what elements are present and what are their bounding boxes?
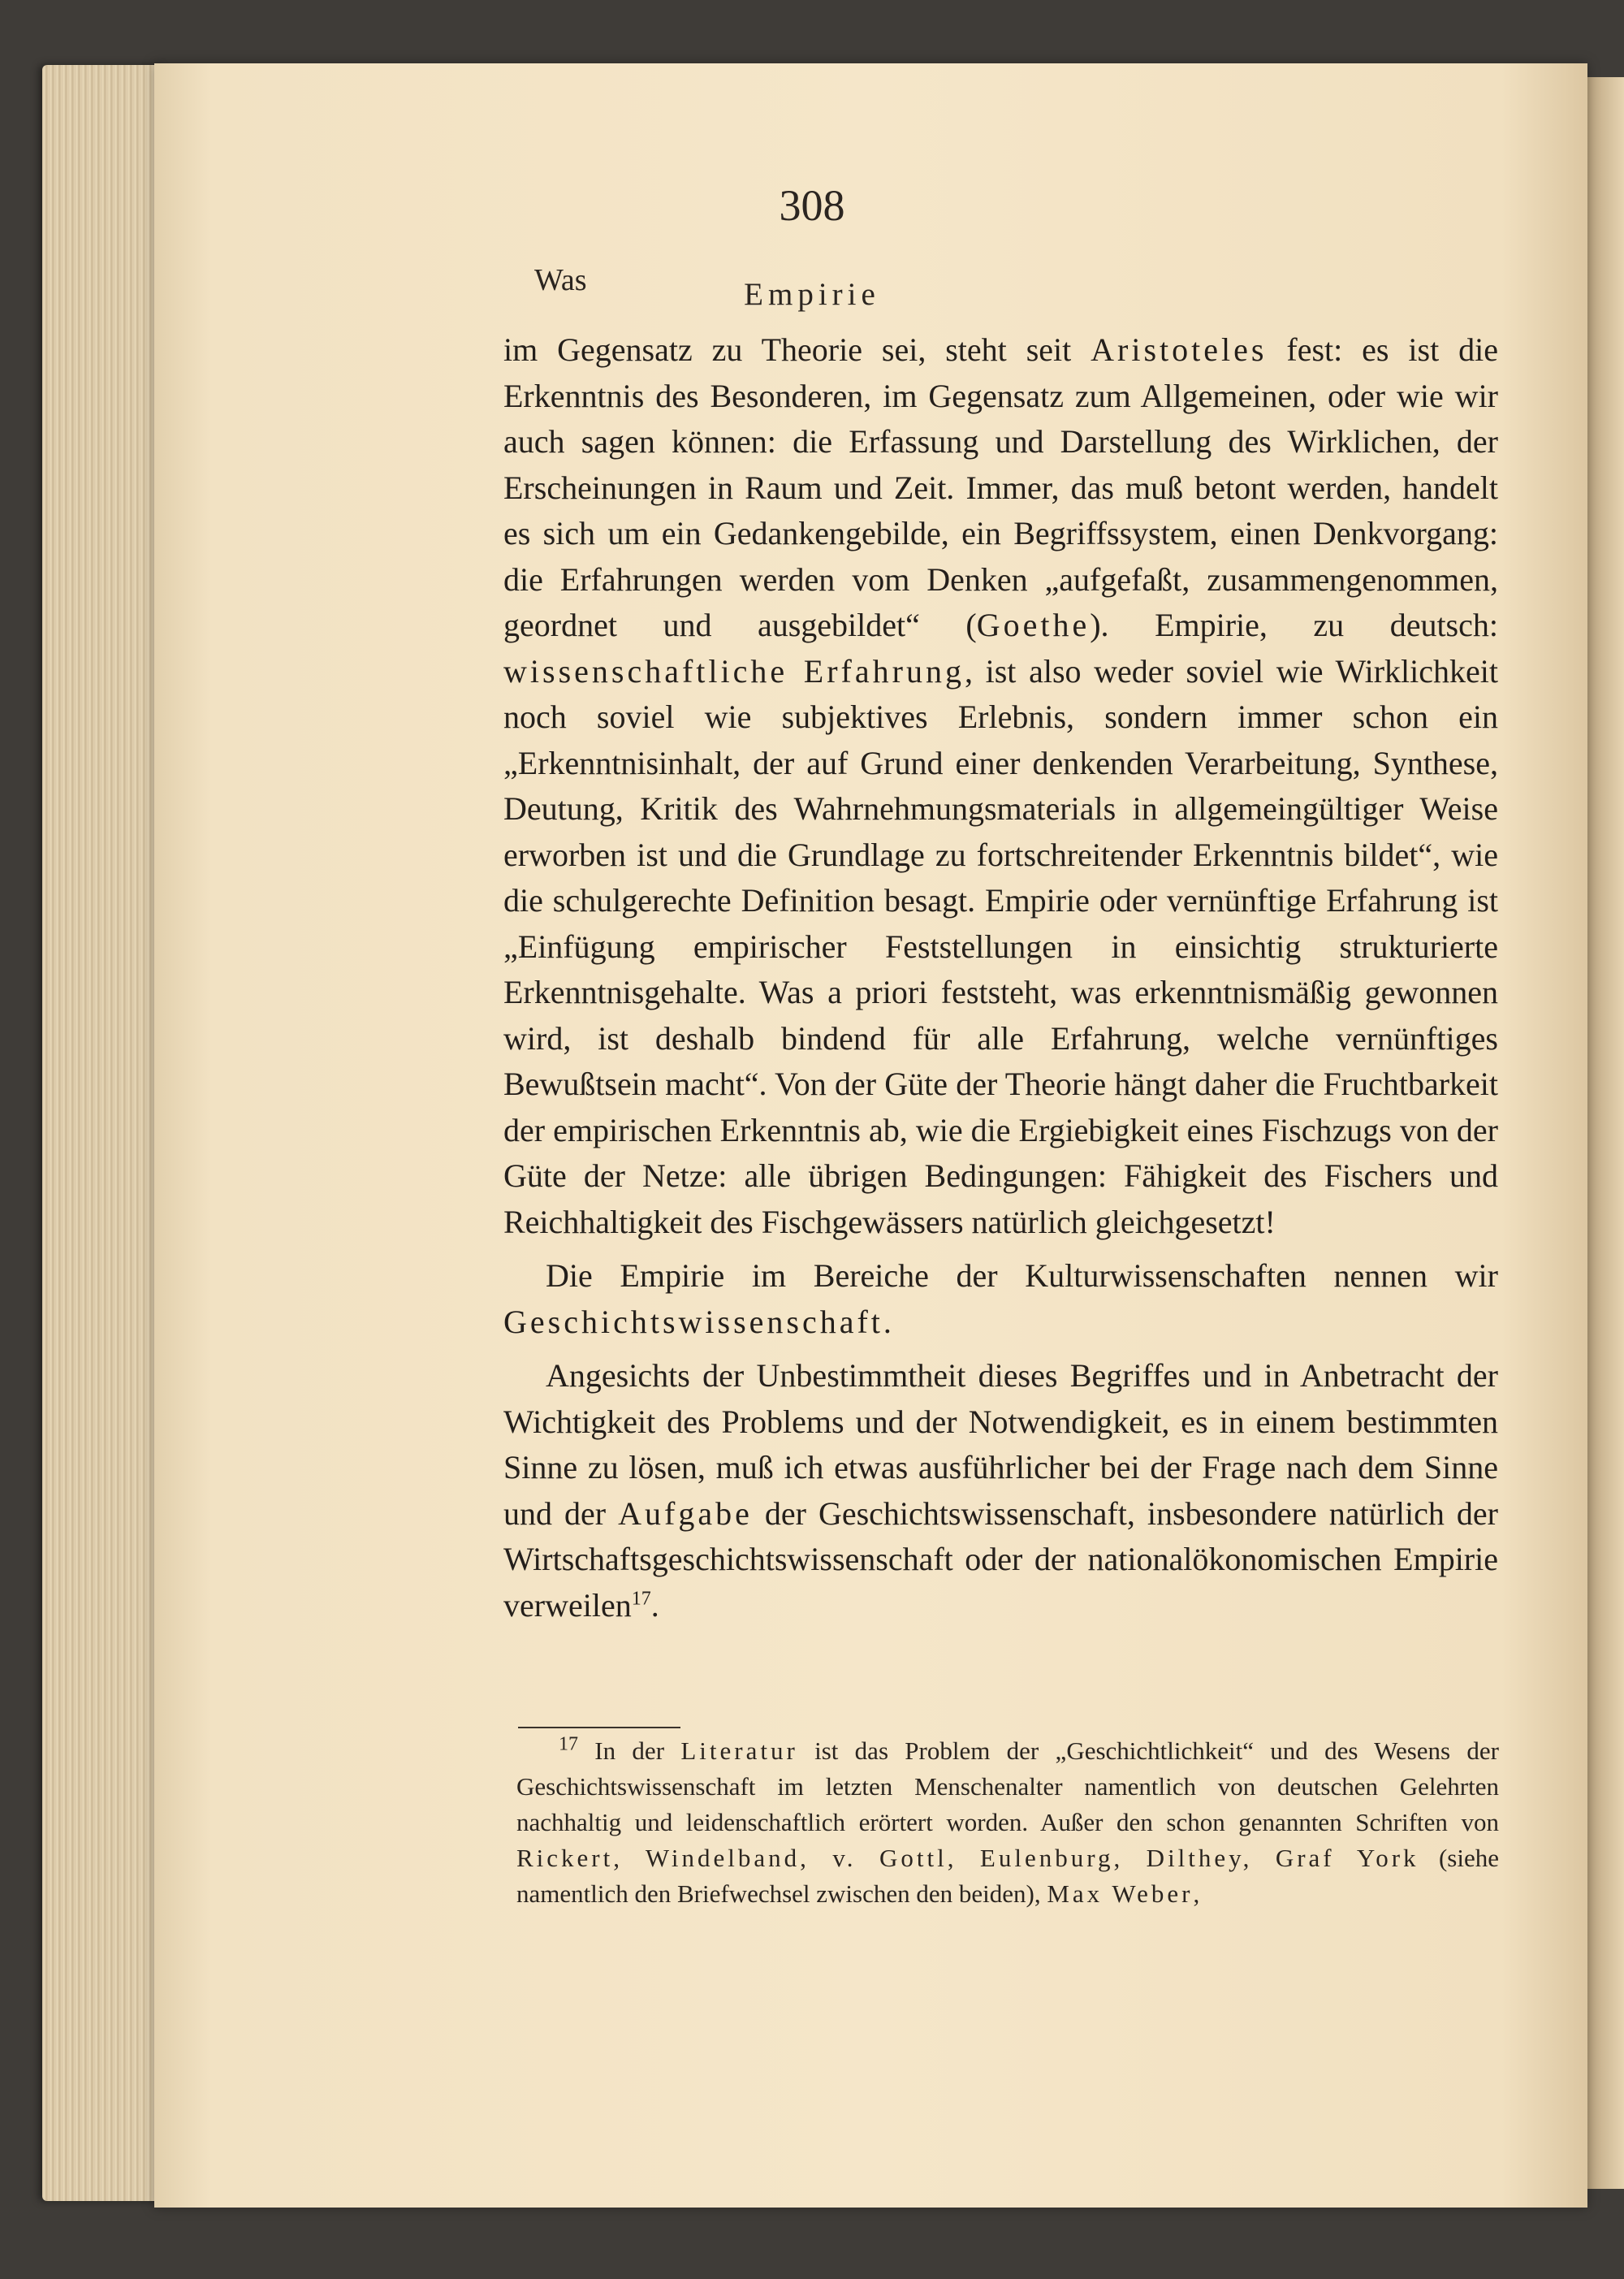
spaced-name-aristoteles: Aristoteles xyxy=(1091,331,1268,368)
text-segment: ). Empirie, zu deutsch: xyxy=(1090,607,1498,643)
page-stack-edges xyxy=(42,65,164,2201)
spaced-term-wissenschaftliche-erfahrung: wissenschaftliche Erfahrung xyxy=(503,652,965,690)
paragraph-1 xyxy=(503,327,1498,1245)
text-segment: Angesichts der Unbestimmtheit dieses Begriffes und in Anbetracht der Wichtigkeit des Problems und der Notwendigkeit, es in einem bestimmten Sinne zu lösen, muß ich etwas ausführlicher bei der Frage nach dem Sinne und der xyxy=(503,1357,1498,1532)
facing-page-edge xyxy=(1583,77,1624,2189)
spaced-name-goethe: Goethe xyxy=(976,607,1091,643)
spaced-term-geschichtswissenschaft: Geschichtswissenschaft xyxy=(503,1303,883,1340)
text-segment: . xyxy=(883,1303,892,1340)
footnote-marker: 17 xyxy=(559,1733,578,1755)
spaced-name-max-weber: Max Weber xyxy=(1047,1879,1194,1908)
text-segment: Die Empirie im Bereiche der Kulturwissenschaften nennen wir xyxy=(546,1257,1498,1294)
spaced-term-literatur: Literatur xyxy=(680,1736,798,1765)
page-number: 308 xyxy=(779,181,845,230)
paragraph-2 xyxy=(503,1253,1498,1345)
paragraph-3 xyxy=(503,1353,1498,1628)
text-segment: im Gegensatz zu Theorie sei, steht seit xyxy=(503,331,1091,368)
footnote-reference[interactable]: 17 xyxy=(631,1588,651,1610)
spaced-author-names: Rickert, Windelband, v. Gottl, Eulenburg, Dilthey, Graf York xyxy=(516,1844,1419,1872)
body-text xyxy=(503,327,1498,1637)
text-segment: , xyxy=(1193,1879,1200,1908)
spaced-term-aufgabe: Aufgabe xyxy=(618,1494,753,1532)
text-segment: fest: es ist die Erkenntnis des Besonderen, im Gegensatz zum Allgemeinen, oder wie wir auch sagen können: die Erfassung und Darstellung des Wirklichen, der Erscheinungen in Raum und Zeit. Immer, das muß betont werden, handelt es sich um ein Gedankengebilde, ein Begriffssystem, einen Denkvorgang: die Erfahrungen werden vom Denken „aufgefaßt, zusammengenommen, geordnet und ausgebildet“ ( xyxy=(503,331,1498,643)
text-segment: , ist also weder soviel wie Wirklichkeit noch soviel wie subjektives Erlebnis, sondern immer schon ein „Erkenntnisinhalt, der auf Grund einer denkenden Verarbeitung, Synthese, Deutung, Kritik des Wahrnehmungsmaterials in allgemeingültiger Weise erworben ist und die Grundlage zu fortschreitender Erkenntnis bildet“, wie die schulgerechte Definition besagt. Empirie oder vernünftige Erfahrung ist „Einfügung empirischer Feststellungen in einsichtig strukturierte Erkenntnisgehalte. Was a priori feststeht, was erkenntnismäßig gewonnen wird, ist deshalb bindend für alle Erfahrung, welche vernünftiges Bewußtsein macht“. Von der Güte der Theorie hängt daher die Fruchtbarkeit der empirischen Erkenntnis ab, wie die Ergiebigkeit eines Fischzugs von der Güte der Netze: alle übrigen Bedingungen: Fähigkeit des Fischers und Reichhaltigkeit des Fischgewässers natürlich gleichgesetzt! xyxy=(503,652,1498,1240)
running-heading: Empirie xyxy=(744,277,880,312)
text-segment: . xyxy=(650,1586,659,1624)
footnote-rule xyxy=(518,1727,680,1728)
catchword: Was xyxy=(534,263,587,297)
text-segment: In der xyxy=(578,1736,681,1765)
text-segment: (siehe namentlich den Briefwechsel zwischen den beiden), xyxy=(516,1844,1499,1908)
footnote-17 xyxy=(516,1733,1499,1912)
text-segment: der Geschichtswissenschaft, insbesondere natürlich der Wirtschaftsgeschichtswissenschaft oder der nationalökonomischen Empirie verweilen xyxy=(503,1494,1499,1624)
text-segment: ist das Problem der „Geschichtlichkeit“ und des Wesens der Geschichtswissenschaft im letzten Menschenalter namentlich von deutschen Gelehrten nachhaltig und leidenschaftlich erörtert worden. Außer den schon genannten Schriften von xyxy=(516,1736,1499,1836)
